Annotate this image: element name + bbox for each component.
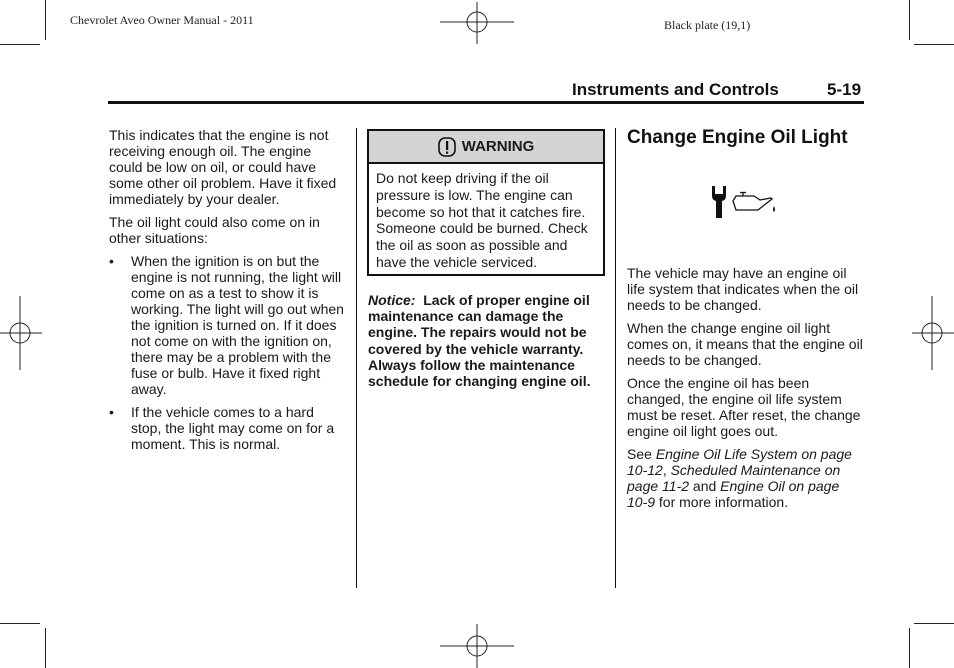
section-title: Change Engine Oil Light [627, 127, 848, 148]
warning-exclamation-icon [438, 137, 456, 157]
warning-body: Do not keep driving if the oil pressure is low. The engine can become so hot that it catches fire. Someone could be burned. Check the oil as soon as possible and have the vehicle serviced. [376, 170, 588, 270]
registration-mark-right [912, 296, 954, 370]
see-also-separator: , [662, 462, 667, 478]
see-also-suffix: for more information. [658, 494, 789, 510]
see-also-and: and [692, 478, 717, 494]
list-item-text: If the vehicle comes to a hard stop, the light may come on for a moment. This is normal. [131, 404, 335, 452]
bullet-icon: • [109, 404, 114, 420]
paragraph: Once the engine oil has been changed, the engine oil life system must be reset. After reset, the change engine oil light goes out. [627, 375, 861, 439]
column-divider-2 [615, 128, 616, 588]
see-also-prefix: See [627, 446, 652, 462]
see-also-paragraph [627, 446, 863, 510]
warning-box [367, 129, 605, 276]
cross-reference-link[interactable]: Scheduled Maintenance on page 11-2 [627, 462, 841, 494]
list-item [109, 404, 347, 452]
registration-mark-bottom [440, 624, 514, 668]
warning-header [369, 131, 603, 164]
page-number: 5-19 [827, 80, 862, 99]
plate-manual-title: Chevrolet Aveo Owner Manual - 2011 [70, 13, 254, 27]
header-rule [108, 101, 864, 104]
warning-title: WARNING [461, 138, 535, 155]
paragraph: The vehicle may have an engine oil life system that indicates when the oil needs to be changed. [627, 265, 859, 313]
cross-reference-link[interactable]: Engine Oil on page 10-9 [627, 478, 840, 510]
column-divider-1 [356, 128, 357, 588]
registration-mark-top [440, 2, 514, 46]
list-item-text: When the ignition is on but the engine is not running, the light will come on as a test to show it is working. The light will go out when the ignition is turned on. If it does not come on with the ignition on, there may be a problem with the fuse or bulb. Have it fixed right away. [131, 253, 344, 397]
change-engine-oil-icon [708, 184, 780, 222]
plate-label: Black plate (19,1) [664, 18, 751, 32]
paragraph: The oil light could also come on in other situations: [109, 214, 320, 246]
registration-mark-left [0, 296, 42, 370]
paragraph: When the change engine oil light comes on, it means that the engine oil needs to be changed. [627, 320, 863, 368]
paragraph: This indicates that the engine is not receiving enough oil. The engine could be low on oil, or could have some other oil problem. Have it fixed immediately by your dealer. [109, 127, 337, 207]
notice-label: Notice: [368, 292, 416, 308]
cross-reference-link[interactable]: Engine Oil Life System on page 10-12 [627, 446, 852, 478]
running-header-section: Instruments and Controls [572, 80, 779, 99]
list-item [109, 253, 347, 397]
notice-text: Lack of proper engine oil maintenance can damage the engine. The repairs would not be covered by the vehicle warranty. Always follow the maintenance schedule for changing engine oil. [368, 292, 591, 390]
right-column [627, 265, 863, 517]
bullet-icon: • [109, 253, 114, 269]
notice [368, 292, 604, 389]
left-column [109, 127, 347, 459]
